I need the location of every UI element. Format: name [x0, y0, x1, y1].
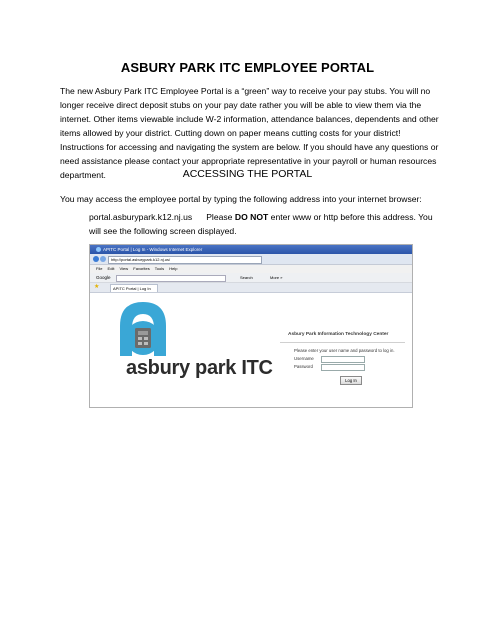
section-heading: ACCESSING THE PORTAL [182, 168, 313, 180]
address-field: http://portal.asburypark.k12.nj.us/ [108, 256, 262, 264]
page-content [90, 293, 412, 408]
tab-strip [90, 283, 412, 293]
google-search-box [116, 275, 226, 282]
toolbar-more: More » [270, 275, 283, 280]
url-instruction [89, 210, 439, 238]
favorites-star-icon: ★ [94, 284, 100, 290]
intro-paragraph: The new Asbury Park ITC Employee Portal is a “green” way to receive your pay stubs. You will no longer receive direct deposit stubs on your pay date rather you will be able to view them via the internet. Other items viewable include W-2 information, attendance balances, dependents and other items allowed by your district. Cutting down on paper means cutting costs for your district! Instructions for accessing and navigating the system are below. If you should have any questions or need assistance please contact your appropriate representative in your payroll or human resources department. [60, 86, 439, 180]
note-suffix: enter www or http before this address. You will see the following screen displayed. [89, 212, 433, 236]
toolbar-search: Search [240, 275, 253, 280]
document-title: ASBURY PARK ITC EMPLOYEE PORTAL [120, 60, 375, 75]
asbury-logo-icon [98, 296, 188, 356]
login-title: Asbury Park Information Technology Center [288, 332, 389, 337]
login-prompt: Please enter your user name and password to log in. [294, 348, 395, 353]
login-button: Log In [340, 376, 362, 385]
menu-bar: File Edit View Favorites Tools Help [90, 265, 412, 273]
note-prefix: Please [206, 212, 235, 222]
browser-tab: APITC Portal | Log In [110, 284, 158, 292]
brand-wordmark: asbury park ITC [126, 357, 273, 379]
forward-icon [100, 256, 106, 262]
portal-screenshot [89, 244, 413, 408]
google-toolbar [90, 273, 412, 283]
ie-icon [96, 247, 101, 252]
username-label: Username [294, 356, 314, 361]
username-input [321, 356, 365, 363]
back-icon [93, 256, 99, 262]
password-label: Password [294, 364, 313, 369]
window-title: APITC Portal | Log In - Windows Internet Explorer [103, 247, 203, 252]
google-label: Google [96, 275, 111, 280]
portal-url: portal.asburypark.k12.nj.us [89, 212, 193, 222]
login-divider [280, 342, 405, 343]
browser-titlebar [90, 245, 412, 254]
note-bold: DO NOT [234, 212, 269, 222]
password-input [321, 364, 365, 371]
address-bar [90, 254, 412, 265]
access-instruction: You may access the employee portal by typing the following address into your internet browser: [60, 194, 422, 204]
